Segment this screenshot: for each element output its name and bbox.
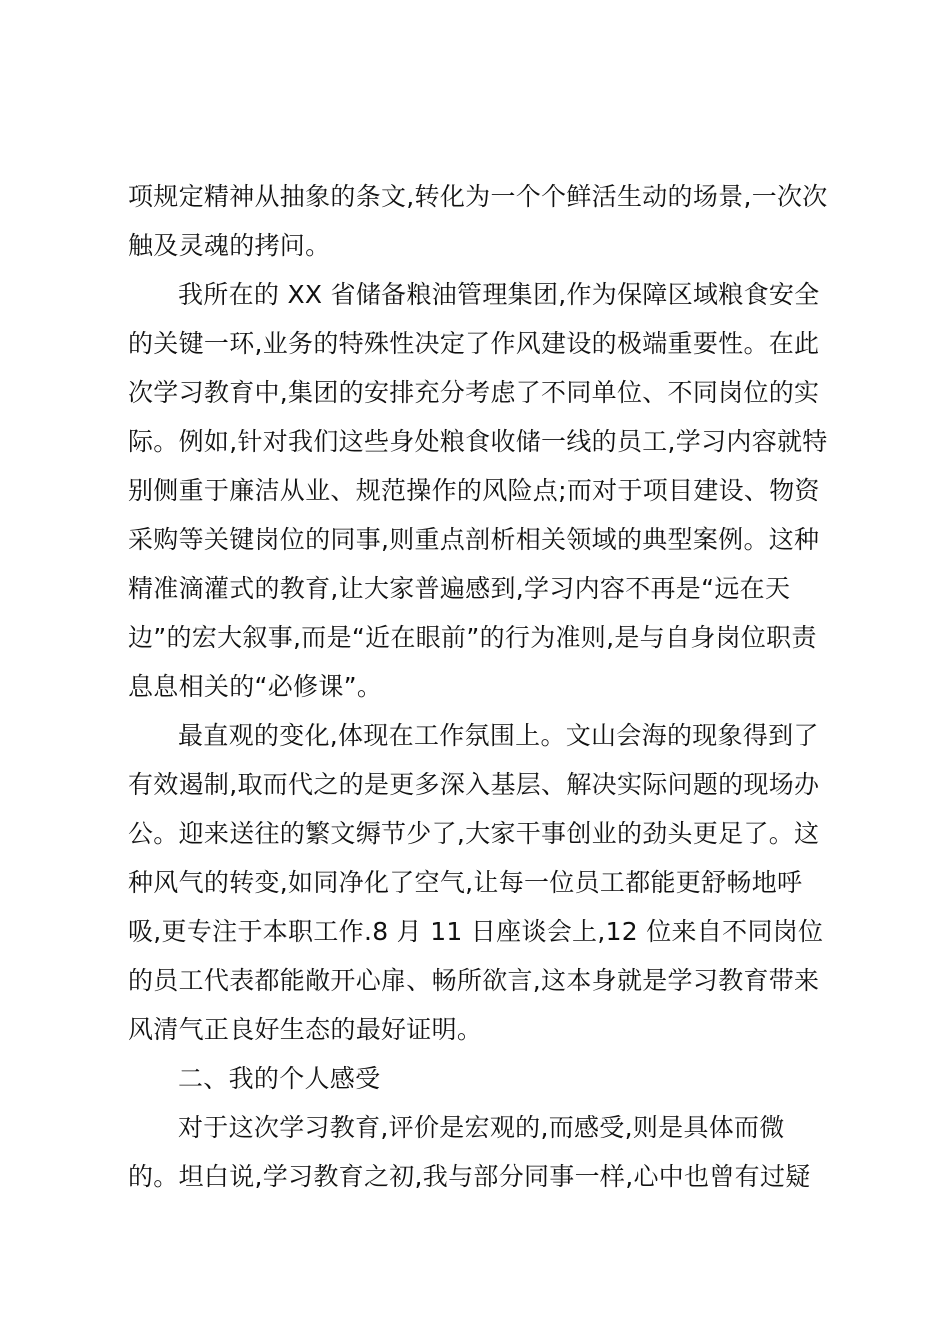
text-line: 有效遏制,取而代之的是更多深入基层、解决实际问题的现场办 [128, 770, 820, 799]
text-line: 次学习教育中,集团的安排充分考虑了不同单位、不同岗位的实 [128, 378, 820, 407]
text-line: 精准滴灌式的教育,让大家普遍感到,学习内容不再是“远在天 [128, 574, 791, 603]
text-line: 边”的宏大叙事,而是“近在眼前”的行为准则,是与自身岗位职责 [128, 623, 817, 652]
text-line: 风清气正良好生态的最好证明。 [128, 1015, 483, 1044]
text-line: 采购等关键岗位的同事,则重点剖析相关领域的典型案例。这种 [128, 525, 820, 554]
text-line: 际。例如,针对我们这些身处粮食收储一线的员工,学习内容就特 [128, 427, 828, 456]
text-line: 的。坦白说,学习教育之初,我与部分同事一样,心中也曾有过疑 [128, 1162, 811, 1191]
text-line: 触及灵魂的拷问。 [128, 231, 331, 260]
section-heading: 二、我的个人感受 [178, 1064, 381, 1093]
text-line: 的关键一环,业务的特殊性决定了作风建设的极端重要性。在此 [128, 329, 820, 358]
paragraph-start-line: 我所在的 XX 省储备粮油管理集团,作为保障区域粮食安全 [178, 280, 820, 309]
paragraph-start-line: 对于这次学习教育,评价是宏观的,而感受,则是具体而微 [178, 1113, 785, 1142]
text-line: 公。迎来送往的繁文缛节少了,大家干事创业的劲头更足了。这 [128, 819, 820, 848]
text-line: 吸,更专注于本职工作.8 月 11 日座谈会上,12 位来自不同岗位 [128, 917, 824, 946]
paragraph-start-line: 最直观的变化,体现在工作氛围上。文山会海的现象得到了 [178, 721, 819, 750]
body-text [128, 172, 834, 1201]
text-line: 息息相关的“必修课”。 [128, 672, 383, 701]
text-line: 别侧重于廉洁从业、规范操作的风险点;而对于项目建设、物资 [128, 476, 820, 505]
text-line: 项规定精神从抽象的条文,转化为一个个鲜活生动的场景,一次次 [128, 182, 828, 211]
text-line: 种风气的转变,如同净化了空气,让每一位员工都能更舒畅地呼 [128, 868, 803, 897]
text-line: 的员工代表都能敞开心扉、畅所欲言,这本身就是学习教育带来 [128, 966, 820, 995]
